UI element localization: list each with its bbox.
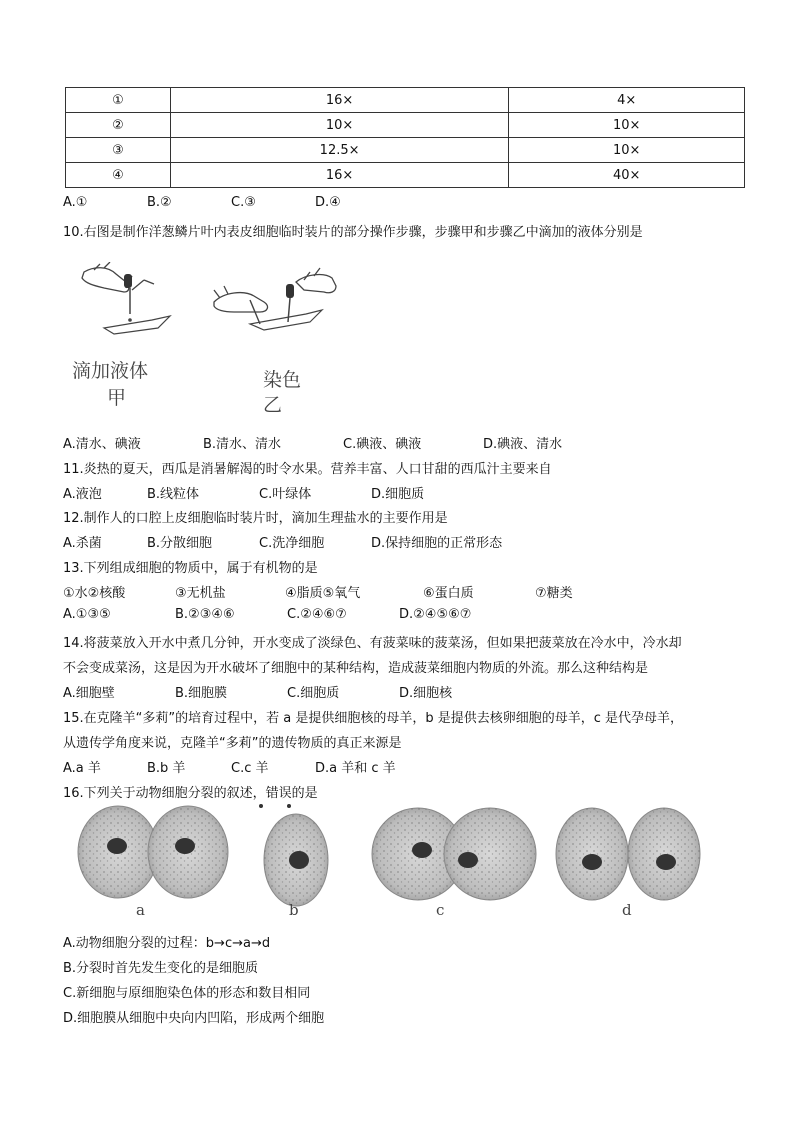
q13-item-1: ①水②核酸: [63, 586, 126, 601]
q12-option-b[interactable]: B.分散细胞: [147, 536, 213, 551]
table-cell: 10×: [509, 138, 745, 163]
q13-items: [63, 582, 615, 601]
table-cell: ②: [66, 113, 171, 138]
q13-item-5: ⑦糖类: [535, 586, 573, 601]
q15-option-b[interactable]: B.b 羊: [147, 761, 186, 776]
q11-option-b[interactable]: B.线粒体: [147, 487, 200, 502]
q16-label-d: d: [622, 901, 632, 919]
q16-cell-division-figure: [74, 800, 714, 930]
table-cell: 40×: [509, 163, 745, 188]
q15-stem-line2: 从遗传学角度来说，克隆羊“多莉”的遗传物质的真正来源是: [63, 736, 402, 751]
q10-option-c[interactable]: C.碘液、碘液: [343, 437, 422, 452]
table-cell: 10×: [509, 113, 745, 138]
q12-options: [63, 532, 571, 551]
q13-item-2: ③无机盐: [175, 586, 226, 601]
q11-option-a[interactable]: A.液泡: [63, 487, 102, 502]
q14-options: [63, 682, 511, 701]
table-cell: 16×: [170, 88, 508, 113]
q10-fig-right-caption-line1: 染色: [263, 369, 302, 391]
q10-stem: 10.右图是制作洋葱鳞片叶内表皮细胞临时装片的部分操作步骤，步骤甲和步骤乙中滴加的液体分别是: [63, 225, 643, 240]
q13-item-4: ⑥蛋白质: [423, 586, 474, 601]
table-row: [66, 163, 745, 188]
q16-label-a: a: [136, 901, 145, 919]
q9-option-d[interactable]: D.④: [315, 195, 341, 210]
table-cell: ①: [66, 88, 171, 113]
q10-option-d[interactable]: D.碘液、清水: [483, 437, 563, 452]
q11-options: [63, 483, 483, 502]
q16-option-c[interactable]: C.新细胞与原细胞染色体的形态和数目相同: [63, 986, 311, 1001]
q12-option-c[interactable]: C.洗净细胞: [259, 536, 325, 551]
q15-option-c[interactable]: C.c 羊: [231, 761, 269, 776]
q12-option-a[interactable]: A.杀菌: [63, 536, 102, 551]
q16-label-b: b: [289, 901, 299, 919]
q14-option-b[interactable]: B.细胞膜: [175, 686, 228, 701]
q11-option-d[interactable]: D.细胞质: [371, 487, 425, 502]
table-cell: 16×: [170, 163, 508, 188]
q13-item-3: ④脂质⑤氧气: [285, 586, 361, 601]
table-cell: ③: [66, 138, 171, 163]
q14-stem-line2: 不会变成菜汤，这是因为开水破坏了细胞中的某种结构，造成菠菜细胞内物质的外流。那么这种结构是: [63, 661, 649, 676]
cell-stage-a-icon: [78, 806, 228, 898]
q14-option-d[interactable]: D.细胞核: [399, 686, 453, 701]
table-cell: 10×: [170, 113, 508, 138]
table-row: [66, 88, 745, 113]
q13-stem: 13.下列组成细胞的物质中，属于有机物的是: [63, 561, 318, 576]
q12-option-d[interactable]: D.保持细胞的正常形态: [371, 536, 503, 551]
q13-option-c[interactable]: C.②④⑥⑦: [287, 607, 347, 622]
q14-option-a[interactable]: A.细胞壁: [63, 686, 115, 701]
q15-options: [63, 757, 435, 776]
cell-stage-d-icon: [556, 808, 700, 900]
table-cell: 12.5×: [170, 138, 508, 163]
cell-stage-b-icon: [259, 804, 328, 906]
dropper-hand-left-icon: [82, 262, 170, 334]
cell-stage-c-icon: [372, 808, 536, 900]
q10-option-b[interactable]: B.清水、清水: [203, 437, 282, 452]
table-cell: 4×: [509, 88, 745, 113]
q15-option-a[interactable]: A.a 羊: [63, 761, 101, 776]
q10-option-a[interactable]: A.清水、碘液: [63, 437, 141, 452]
q9-option-b[interactable]: B.②: [147, 195, 172, 210]
q14-option-c[interactable]: C.细胞质: [287, 686, 340, 701]
q13-option-d[interactable]: D.②④⑤⑥⑦: [399, 607, 472, 622]
magnification-table: [65, 87, 745, 188]
q10-options: [63, 433, 623, 452]
q10-procedure-figure: [74, 262, 344, 342]
q16-option-d[interactable]: D.细胞膜从细胞中央向内凹陷，形成两个细胞: [63, 1011, 325, 1026]
table-cell: ④: [66, 163, 171, 188]
q13-option-b[interactable]: B.②③④⑥: [175, 607, 235, 622]
q15-option-d[interactable]: D.a 羊和 c 羊: [315, 761, 396, 776]
q16-option-a[interactable]: A.动物细胞分裂的过程：b→c→a→d: [63, 936, 271, 951]
q16-stem: 16.下列关于动物细胞分裂的叙述，错误的是: [63, 786, 318, 801]
q9-options: [63, 195, 399, 210]
q10-fig-right-caption-line2: 乙: [263, 394, 283, 416]
table-row: [66, 113, 745, 138]
q9-option-a[interactable]: A.①: [63, 195, 88, 210]
q11-stem: 11.炎热的夏天，西瓜是消暑解渴的时令水果。营养丰富、人口甘甜的西瓜汁主要来自: [63, 462, 552, 477]
q16-label-c: c: [436, 901, 445, 919]
q10-fig-left-caption-line1: 滴加液体: [72, 360, 149, 382]
q12-stem: 12.制作人的口腔上皮细胞临时装片时，滴加生理盐水的主要作用是: [63, 511, 448, 526]
dropper-hands-right-icon: [214, 268, 336, 330]
q9-option-c[interactable]: C.③: [231, 195, 256, 210]
table-row: [66, 138, 745, 163]
q13-options: [63, 607, 539, 622]
q15-stem-line1: 15.在克隆羊“多莉”的培育过程中，若 a 是提供细胞核的母羊，b 是提供去核卵细胞的母羊，c 是代孕母羊，: [63, 711, 684, 726]
q13-option-a[interactable]: A.①③⑤: [63, 607, 111, 622]
q11-option-c[interactable]: C.叶绿体: [259, 487, 312, 502]
q14-stem-line1: 14.将菠菜放入开水中煮几分钟，开水变成了淡绿色、有菠菜味的菠菜汤，但如果把菠菜放在冷水中，冷水却: [63, 636, 682, 651]
q10-fig-left-caption-line2: 甲: [107, 387, 127, 409]
q16-option-b[interactable]: B.分裂时首先发生变化的是细胞质: [63, 961, 259, 976]
